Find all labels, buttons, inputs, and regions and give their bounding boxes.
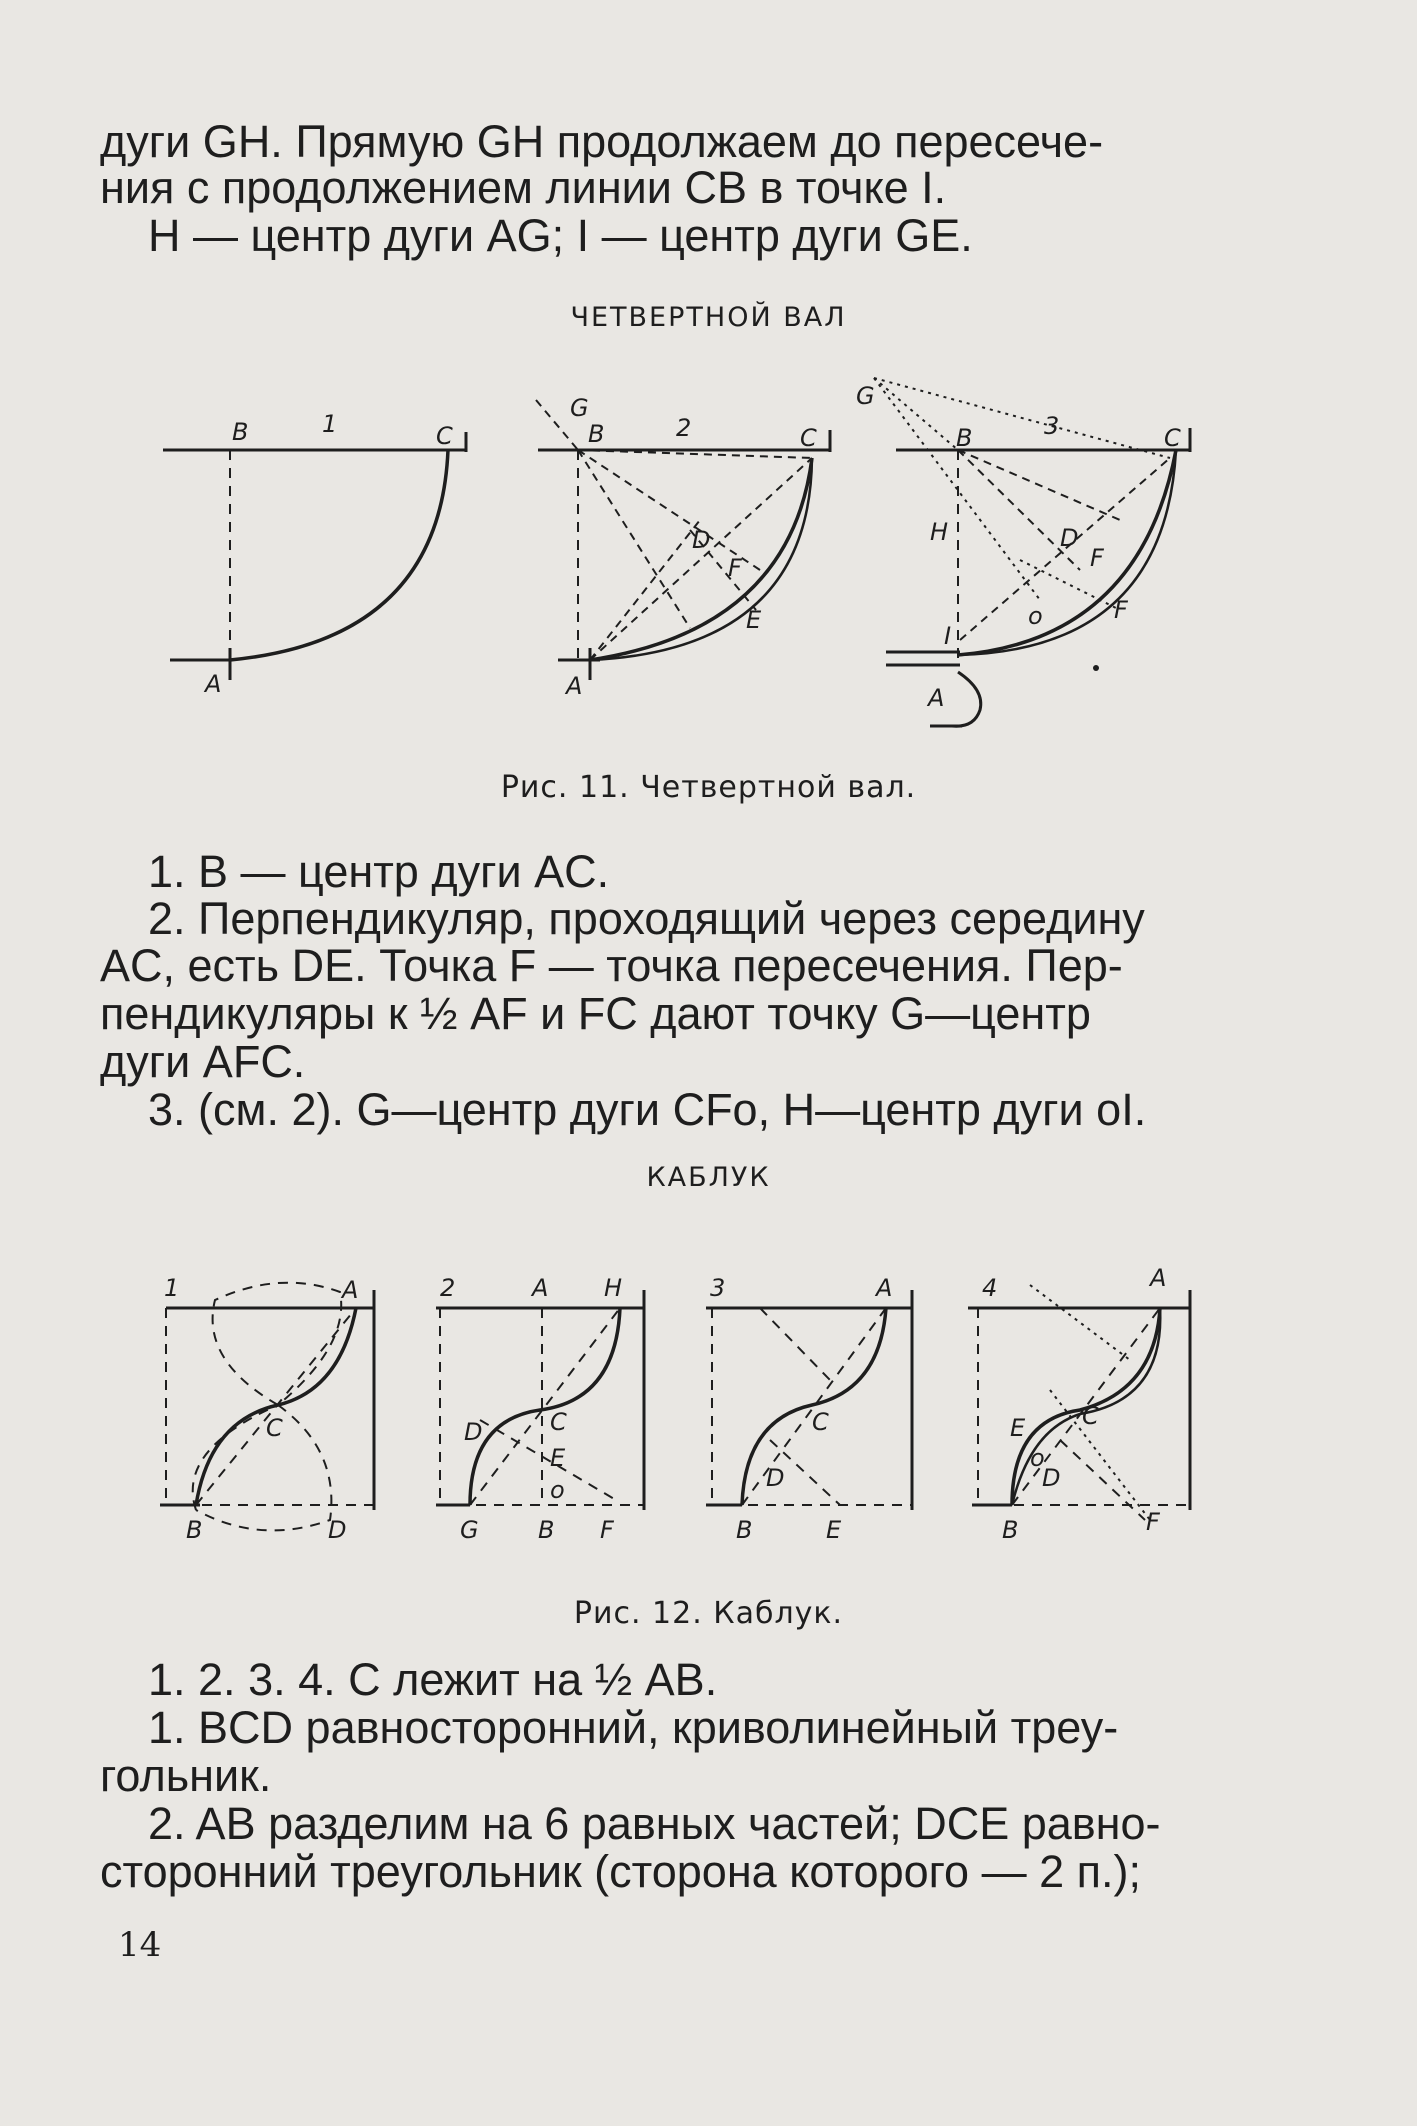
fig12-label-C1: C [266, 1414, 283, 1442]
fig11-label-A1: A [205, 670, 222, 698]
fig11-label-I3: I [944, 622, 952, 650]
fig12-label-E2: E [550, 1444, 566, 1472]
fig12-label-C3: C [812, 1408, 829, 1436]
fig11-label-o3: o [1028, 602, 1043, 630]
fig12-caption: Рис. 12. Каблук. [573, 1596, 844, 1631]
fig11-label-D2: D [692, 526, 711, 554]
fig12-label-D4: D [1042, 1464, 1061, 1492]
fig11-label-A3: A [928, 684, 945, 712]
fig11-text-1: 1. B — центр дуги AC. [148, 846, 610, 897]
fig11-label-B1: B [232, 418, 249, 446]
fig12-label-F2: F [600, 1516, 614, 1544]
fig12-label-E3: E [826, 1516, 842, 1544]
fig11-label-F3b: F [1114, 596, 1128, 624]
fig11-label-1: 1 [322, 410, 338, 438]
fig11-label-D3: D [1060, 524, 1079, 552]
fig11-text-3: AC, есть DE. Точка F — точка пересечения. Пер- [100, 940, 1123, 991]
fig12-label-D2: D [464, 1418, 483, 1446]
fig12-label-B4: B [1002, 1516, 1019, 1544]
fig12-text-5: сторонний треугольник (сторона которого — 2 п.); [100, 1846, 1141, 1897]
fig11-label-F3a: F [1090, 544, 1104, 572]
fig12-diagram-2 [436, 1274, 644, 1544]
fig11-text-5: дуги AFC. [100, 1036, 306, 1087]
fig11-label-G2: G [570, 394, 589, 422]
fig11-caption: Рис. 11. Четвертной вал. [500, 770, 917, 805]
fig11-label-A2: A [566, 672, 583, 700]
fig11-text-6: 3. (см. 2). G—центр дуги CFo, H—центр дуги oI. [148, 1084, 1147, 1135]
fig12-text-3: гольник. [100, 1750, 272, 1801]
fig11-text-4: пендикуляры к ½ AF и FC дают точку G—центр [100, 988, 1091, 1039]
fig11-label-C3: C [1164, 424, 1181, 452]
fig12-label-2: 2 [440, 1274, 456, 1302]
fig12-label-B3: B [736, 1516, 753, 1544]
section-heading-ogee: КАБЛУК [646, 1162, 771, 1193]
fig12-text-4: 2. AB разделим на 6 равных частей; DCE равно- [148, 1798, 1161, 1849]
fig12-label-A4: A [1150, 1264, 1167, 1292]
text-line-1: дуги GH. Прямую GH продолжаем до пересече- [100, 116, 1104, 167]
fig12-label-D1: D [328, 1516, 347, 1544]
page-number: 14 [118, 1925, 162, 1965]
fig12-label-H2: H [604, 1274, 623, 1302]
fig12-label-A3: A [876, 1274, 893, 1302]
fig12-label-G2: G [460, 1516, 479, 1544]
fig11-text-2: 2. Перпендикуляр, проходящий через середину [148, 893, 1145, 944]
fig12-label-B1: B [186, 1516, 203, 1544]
fig12-label-D3: D [766, 1464, 785, 1492]
fig11-label-C2: C [800, 424, 817, 452]
fig12-label-o2: o [550, 1476, 565, 1504]
text-line-3: H — центр дуги AG; I — центр дуги GE. [148, 210, 973, 261]
fig11-label-3: 3 [1044, 412, 1060, 440]
fig12-label-A2: A [532, 1274, 549, 1302]
fig11-label-C1: C [436, 422, 453, 450]
fig11-label-F2: F [728, 554, 742, 582]
fig12-text-2: 1. BCD равносторонний, криволинейный треу- [148, 1702, 1119, 1753]
fig12-label-A1: A [342, 1276, 359, 1304]
fig11-label-E2: E [746, 606, 762, 634]
fig12-label-B2: B [538, 1516, 555, 1544]
fig11-label-2: 2 [676, 414, 692, 442]
fig12-label-E4: E [1010, 1414, 1026, 1442]
section-heading-quarter-round: ЧЕТВЕРТНОЙ ВАЛ [570, 302, 847, 333]
fig12-label-C2: C [550, 1408, 567, 1436]
fig12-diagram-1 [160, 1274, 374, 1544]
fig12-label-o4: o [1030, 1444, 1045, 1472]
fig11-label-H3: H [930, 518, 949, 546]
fig11-label-B2: B [588, 420, 605, 448]
fig12-label-C4: C [1082, 1402, 1099, 1430]
fig11-label-G3: G [856, 382, 875, 410]
fig12-diagram-3 [706, 1274, 912, 1544]
fig12-label-F4: F [1146, 1508, 1160, 1536]
fig12-diagram-4 [968, 1264, 1190, 1544]
fig12-label-3: 3 [710, 1274, 726, 1302]
fig12-text-1: 1. 2. 3. 4. C лежит на ½ AB. [148, 1654, 718, 1705]
fig12-label-1: 1 [164, 1274, 180, 1302]
fig12-label-4: 4 [982, 1274, 998, 1302]
fig11-label-B3: B [956, 424, 973, 452]
text-line-2: ния с продолжением линии CB в точке I. [100, 162, 947, 213]
